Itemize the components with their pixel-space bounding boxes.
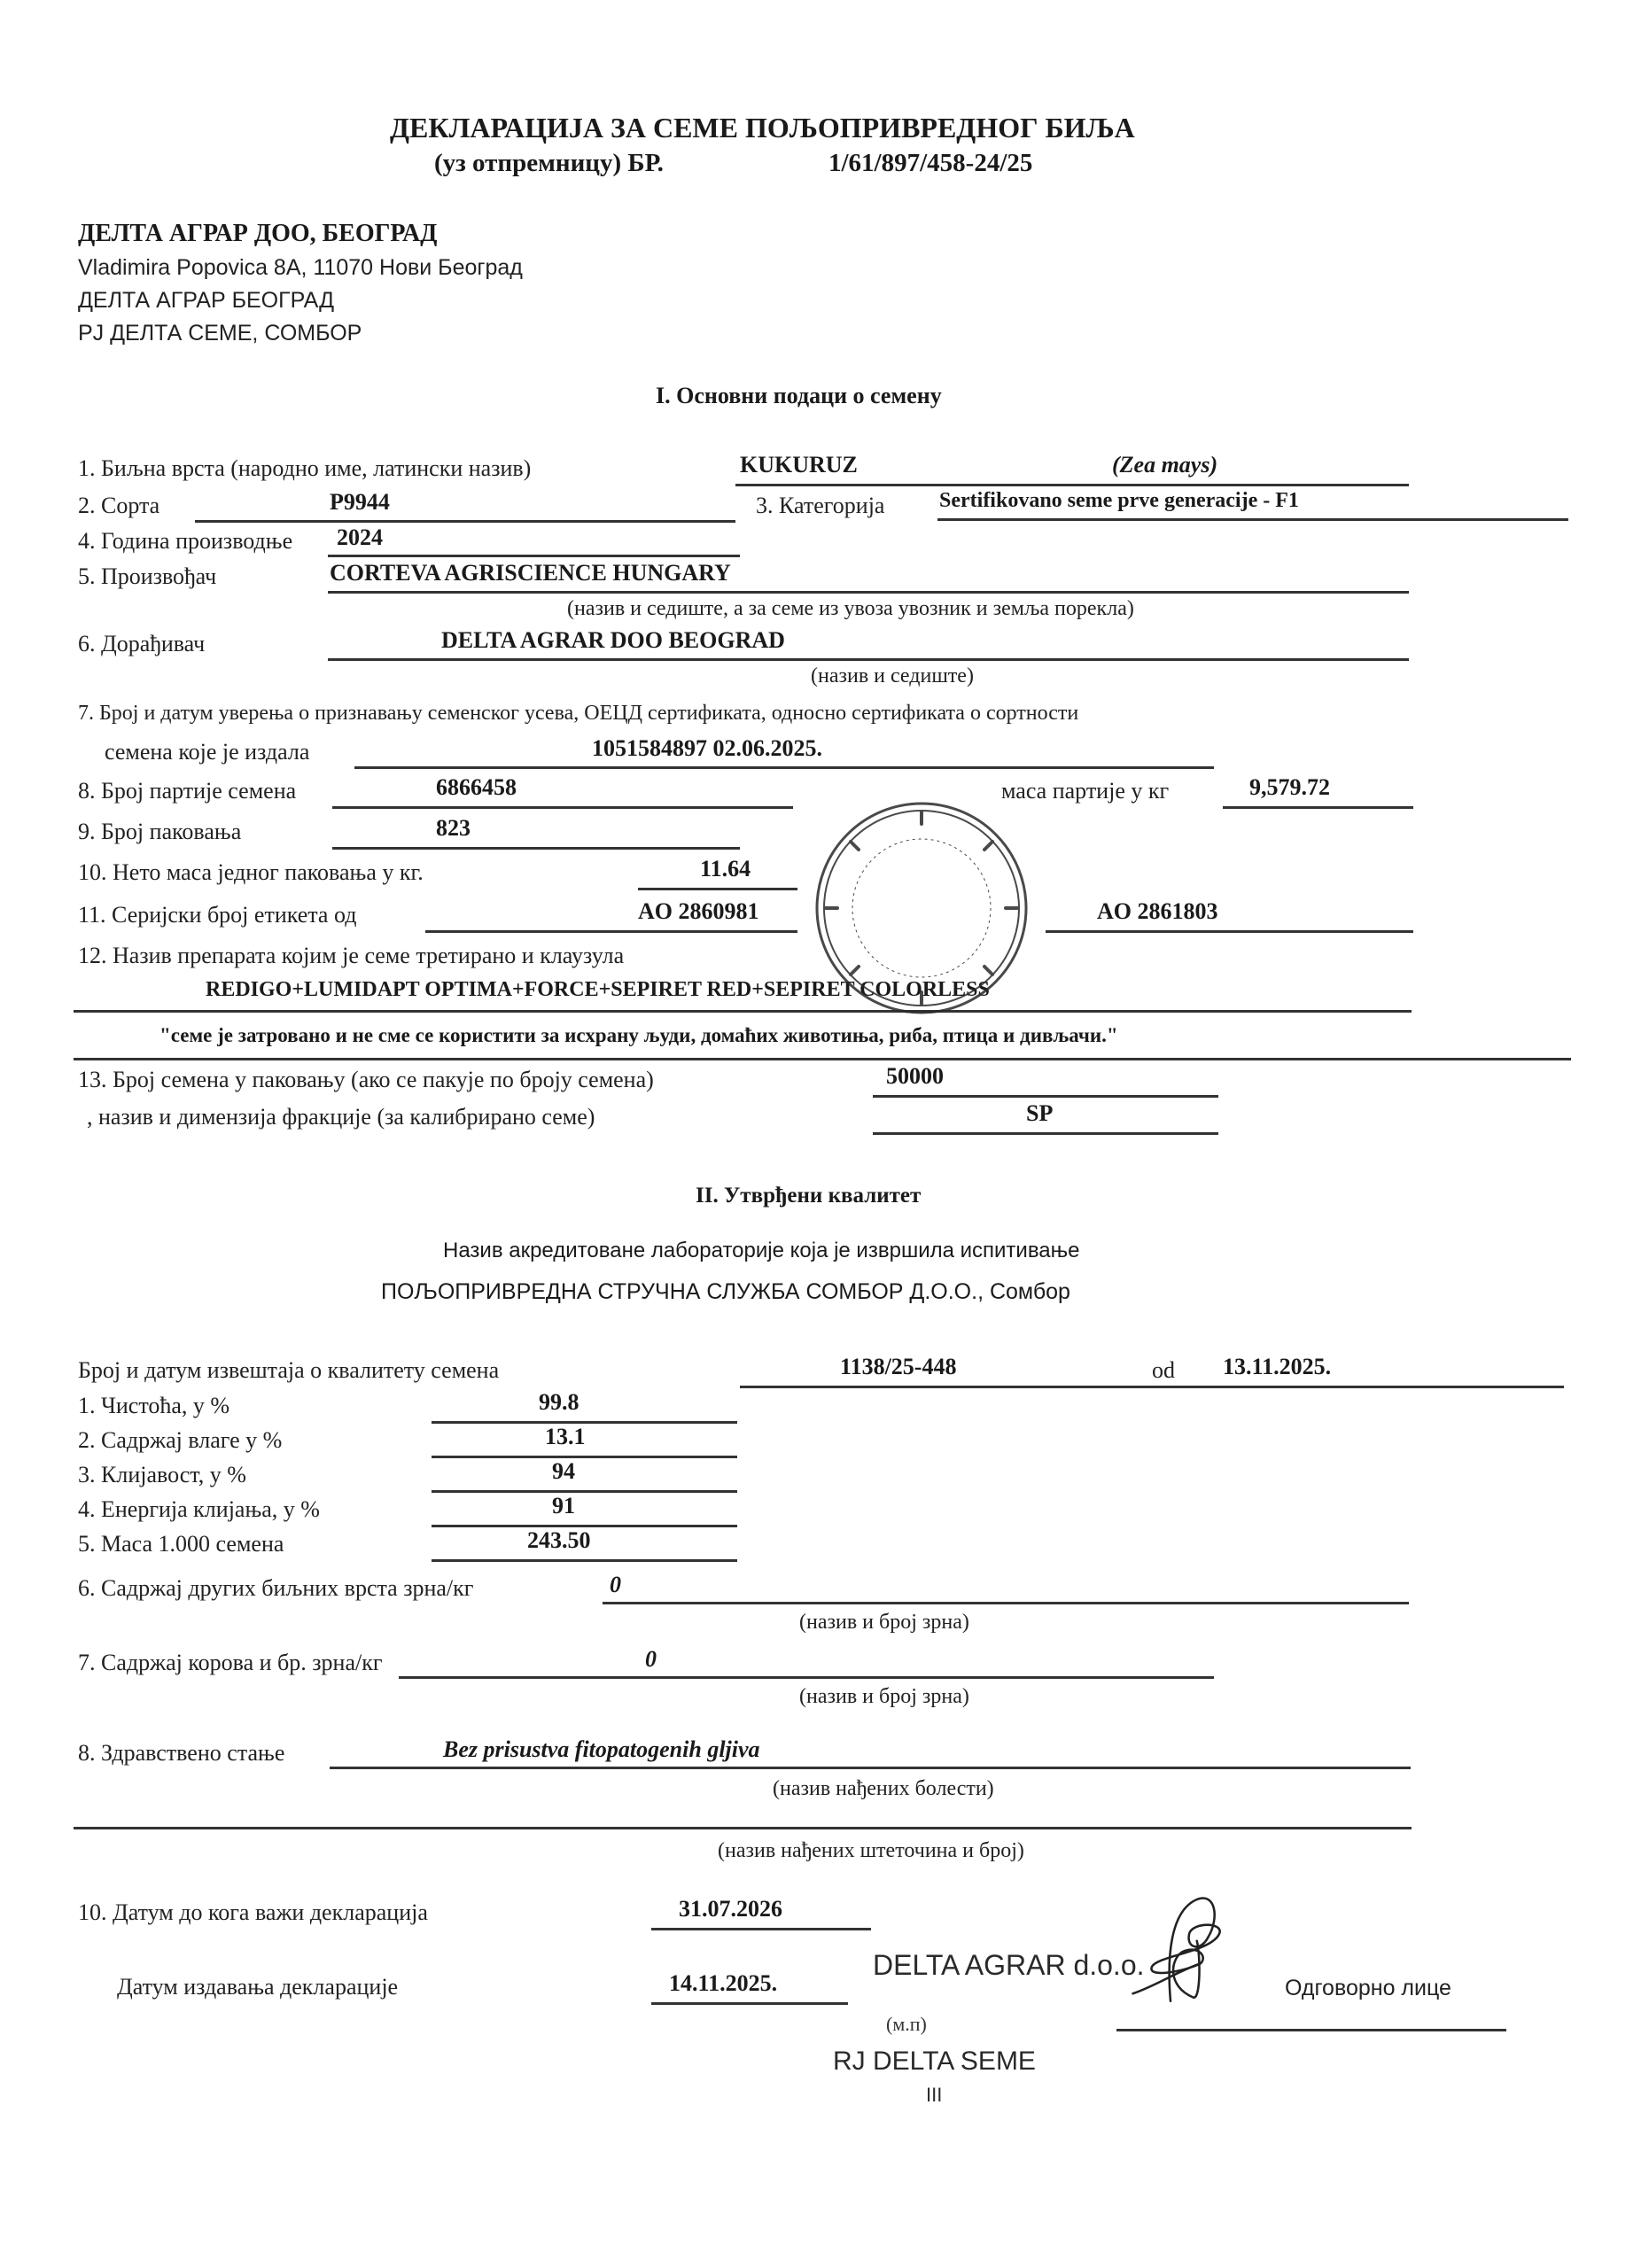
round-stamp <box>811 797 1032 1019</box>
f7-value: 1051584897 02.06.2025. <box>592 735 822 761</box>
f8-value: 6866458 <box>436 774 517 800</box>
f10-label: 10. Нето маса једног паковања у кг. <box>78 859 424 885</box>
issue-underline <box>651 2002 848 2005</box>
f8-mass-underline <box>1223 806 1413 809</box>
q3-underline <box>432 1490 737 1493</box>
section2-heading: II. Утврђени квалитет <box>696 1184 922 1208</box>
f9-label: 9. Број паковања <box>78 819 242 844</box>
q10-value: 31.07.2026 <box>679 1896 782 1922</box>
q2-label: 2. Садржај влаге у % <box>78 1427 283 1453</box>
f3-underline <box>937 518 1568 521</box>
mp-label: (м.п) <box>886 2013 927 2035</box>
f5-value: CORTEVA AGRISCIENCE HUNGARY <box>330 560 731 586</box>
report-label: Број и датум извештаја о квалитету семена <box>78 1357 500 1383</box>
q8-label: 8. Здравствено стање <box>78 1740 285 1766</box>
issuer-name: ДЕЛТА АГРАР ДОО, БЕОГРАД <box>78 220 438 247</box>
q7-label: 7. Садржај корова и бр. зрна/кг <box>78 1650 383 1675</box>
report-number: 1138/25-448 <box>840 1354 957 1379</box>
f12-clause: "семе је затровано и не сме се користити за исхрану људи, домаћих животиња, риба, птица и дивљачи." <box>159 1024 1118 1046</box>
f8-underline <box>332 806 793 809</box>
q4-value: 91 <box>552 1493 575 1518</box>
f9-value: 823 <box>436 815 471 841</box>
f5-note: (назив и седиште, а за семе из увоза увозник и земља порекла) <box>567 597 1134 620</box>
f2-underline <box>195 520 735 523</box>
f1-latin: (Zea mays) <box>1112 452 1218 478</box>
q5-value: 243.50 <box>527 1527 591 1553</box>
q2-underline <box>432 1456 737 1458</box>
q6-label: 6. Садржај других биљних врста зрна/кг <box>78 1575 474 1601</box>
q6-note: (назив и број зрна) <box>799 1611 969 1634</box>
f6-value: DELTA AGRAR DOO BEOGRAD <box>441 627 785 653</box>
q2-value: 13.1 <box>545 1424 586 1449</box>
f2-label: 2. Сорта <box>78 493 160 518</box>
f12-underline <box>74 1010 1412 1013</box>
f9-underline <box>332 847 740 850</box>
lab-caption: Назив акредитоване лабораторије која је извршила испитивање <box>443 1239 1080 1262</box>
q1-value: 99.8 <box>539 1389 579 1415</box>
issuer-line3: ДЕЛТА АГРАР БЕОГРАД <box>78 288 335 313</box>
lab-name: ПОЉОПРИВРЕДНА СТРУЧНА СЛУЖБА СОМБОР Д.О.О., Сомбор <box>381 1279 1070 1304</box>
document-number: 1/61/897/458-24/25 <box>828 149 1033 177</box>
q5-underline <box>432 1559 737 1562</box>
f6-underline <box>328 658 1409 661</box>
q9-note: (назив нађених штеточина и број) <box>718 1839 1024 1862</box>
f7-label-b: семена које је издала <box>105 739 310 765</box>
company-stamp-line3: III <box>926 2084 943 2106</box>
f4-underline <box>328 555 740 557</box>
issuer-line4: РЈ ДЕЛТА СЕМЕ, СОМБОР <box>78 321 362 346</box>
issue-value: 14.11.2025. <box>669 1970 778 1996</box>
f7-underline <box>354 766 1214 769</box>
f4-label: 4. Година производње <box>78 528 293 554</box>
issue-label: Датум издавања декларације <box>117 1974 399 2000</box>
f11-to: AO 2861803 <box>1097 898 1218 924</box>
q7-note: (назив и број зрна) <box>799 1685 969 1708</box>
q7-underline <box>399 1676 1214 1679</box>
f10-value: 11.64 <box>700 856 751 882</box>
f13-value: 50000 <box>886 1063 944 1089</box>
q5-label: 5. Маса 1.000 семена <box>78 1531 284 1557</box>
f2-value: P9944 <box>330 489 390 515</box>
report-date: 13.11.2025. <box>1223 1354 1332 1379</box>
f12-clause-underline <box>74 1058 1571 1060</box>
signature-underline <box>1116 2029 1506 2031</box>
f8-label: 8. Број партије семена <box>78 778 297 804</box>
responsible-person-label: Одговорно лице <box>1285 1976 1451 2000</box>
f11-from-underline <box>425 930 797 933</box>
report-od: od <box>1152 1357 1175 1383</box>
f10-underline <box>638 888 797 890</box>
q10-underline <box>651 1928 871 1930</box>
f4-value: 2024 <box>337 524 383 550</box>
f3-label: 3. Категорија <box>756 493 885 518</box>
q4-label: 4. Енергија клијања, у % <box>78 1496 320 1522</box>
f13b-label: , назив и димензија фракције (за калибрирано семе) <box>87 1104 595 1130</box>
f8-mass-label: маса партије у кг <box>1001 778 1170 804</box>
q1-label: 1. Чистоћа, у % <box>78 1393 230 1418</box>
q8-value: Bez prisustva fitopatogenih gljiva <box>443 1736 760 1762</box>
document-subtitle: (уз отпремницу) БР. <box>434 149 664 177</box>
f11-from: AO 2860981 <box>638 898 759 924</box>
f11-to-underline <box>1046 930 1413 933</box>
f13-label: 13. Број семена у паковању (ако се пакује по броју семена) <box>78 1067 654 1092</box>
f12-value: REDIGO+LUMIDAPT OPTIMA+FORCE+SEPIRET RED+SEPIRET COLORLESS <box>206 978 990 1001</box>
f11-label: 11. Серијски број етикета од <box>78 902 357 928</box>
f1-underline <box>735 484 1409 486</box>
company-stamp-line1: DELTA AGRAR d.o.o. <box>873 1949 1145 1981</box>
f1-value: KUKURUZ <box>740 452 858 478</box>
section1-heading: I. Основни подаци о семену <box>656 383 942 408</box>
f8-mass-value: 9,579.72 <box>1249 774 1330 800</box>
f3-value: Sertifikovano seme prve generacije - F1 <box>939 489 1299 512</box>
signature-graphic <box>1125 1869 1276 2020</box>
f7-label-a: 7. Број и датум уверења о признавању семенског усева, ОЕЦД сертификата, односно сертификата о сортности <box>78 702 1079 725</box>
q10-label: 10. Датум до кога важи декларација <box>78 1899 428 1925</box>
q7-value: 0 <box>645 1646 657 1672</box>
issuer-address: Vladimira Popovica 8A, 11070 Нови Београд <box>78 255 523 280</box>
q8-underline <box>330 1767 1411 1769</box>
q3-value: 94 <box>552 1458 575 1484</box>
f5-underline <box>328 591 1409 594</box>
q3-label: 3. Клијавост, у % <box>78 1462 246 1487</box>
signature <box>1125 1869 1276 2020</box>
document-title: ДЕКЛАРАЦИЈА ЗА СЕМЕ ПОЉОПРИВРЕДНОГ БИЉА <box>390 112 1135 144</box>
f6-label: 6. Дорађивач <box>78 631 206 656</box>
f5-label: 5. Произвођач <box>78 563 217 589</box>
company-stamp-line2: RJ DELTA SEME <box>833 2047 1036 2076</box>
q6-value: 0 <box>610 1572 621 1597</box>
f13-underline <box>873 1095 1218 1098</box>
q8-note: (назив нађених болести) <box>773 1777 994 1800</box>
report-underline <box>740 1386 1564 1388</box>
f1-label: 1. Биљна врста (народно име, латински назив) <box>78 455 532 481</box>
f12-label: 12. Назив препарата којим је семе третирано и клаузула <box>78 943 625 968</box>
q6-underline <box>603 1602 1409 1604</box>
f13b-value: SP <box>1026 1100 1054 1126</box>
q9-underline <box>74 1827 1412 1829</box>
f6-note: (назив и седиште) <box>811 664 974 687</box>
f13b-underline <box>873 1132 1218 1135</box>
round-stamp-graphic <box>811 797 1032 1019</box>
